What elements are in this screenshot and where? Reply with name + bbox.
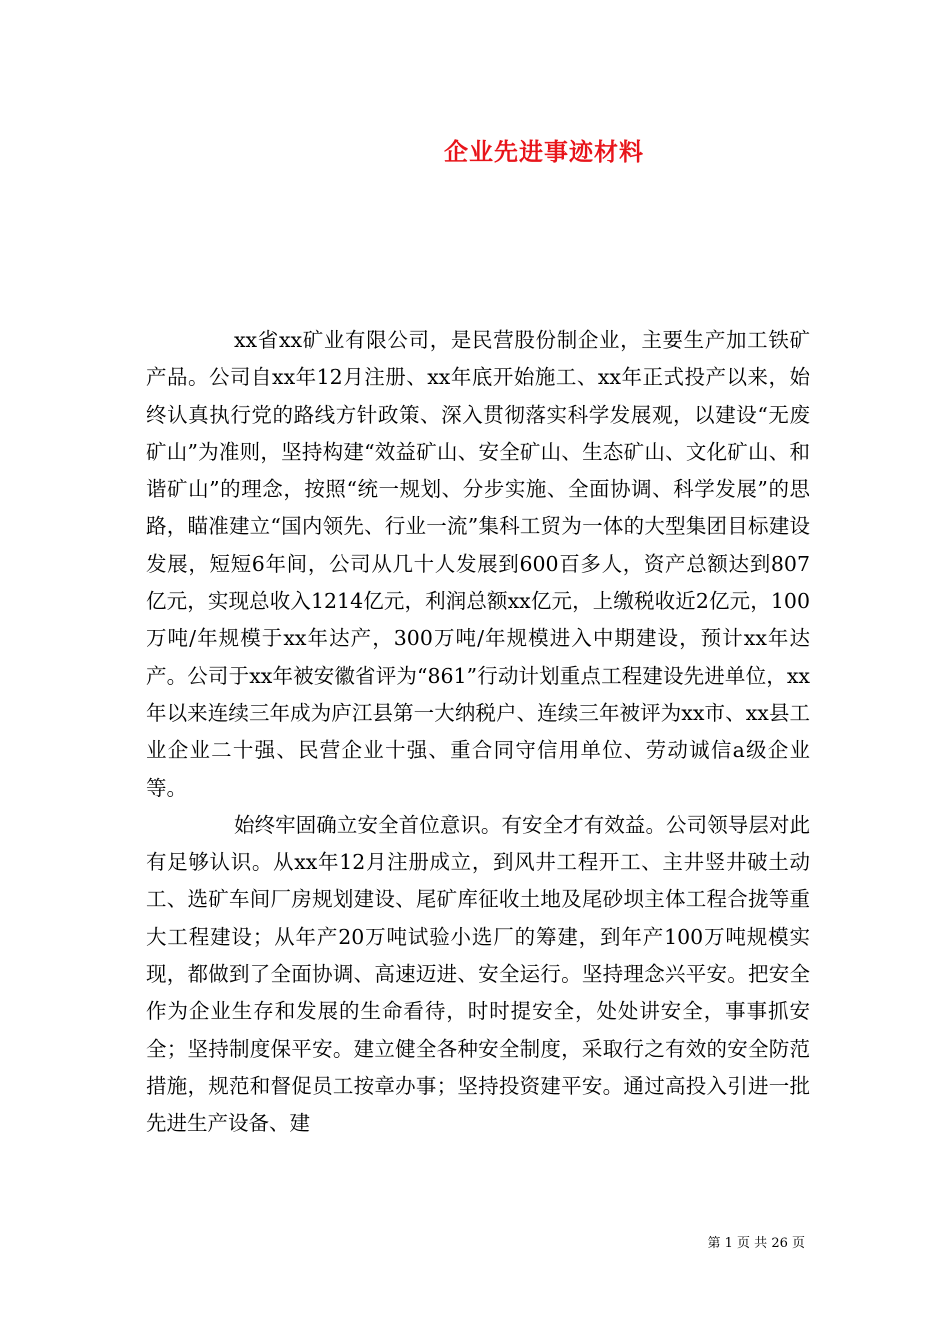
paragraph-safety: 始终牢固确立安全首位意识。有安全才有效益。公司领导层对此有足够认识。从xx年12月注册成立，到风井工程开工、主井竖井破土动工、选矿车间厂房规划建设、尾矿库征收土地及尾砂坝主体工程合拢等重大工程建设；从年产20万吨试验小选厂的筹建，到年产100万吨规模实现，都做到了全面协调、高速迈进、安全运行。坚持理念兴平安。把安全作为企业生存和发展的生命看待，时时提安全，处处讲安全，事事抓安全；坚持制度保平安。建立健全各种安全制度，采取行之有效的安全防范措施，规范和督促员工按章办事；坚持投资建平安。通过高投入引进一批先进生产设备、建 [146,812,810,1136]
document-title: 企业先进事迹材料 [444,137,644,166]
document-body [146,322,810,1143]
paragraph-company-profile: xx省xx矿业有限公司，是民营股份制企业，主要生产加工铁矿产品。公司自xx年12月注册、xx年底开始施工、xx年正式投产以来，始终认真执行党的路线方针政策、深入贯彻落实科学发展观，以建设“无废矿山”为准则，坚持构建“效益矿山、安全矿山、生态矿山、文化矿山、和谐矿山”的理念，按照“统一规划、分步实施、全面协调、科学发展”的思路，瞄准建立“国内领先、行业一流”集科工贸为一体的大型集团目标建设发展，短短6年间，公司从几十人发展到600百多人，资产总额达到807亿元，实现总收入1214亿元，利润总额xx亿元，上缴税收近2亿元，100万吨/年规模于xx年达产，300万吨/年规模进入中期建设，预计xx年达产。公司于xx年被安徽省评为“861”行动计划重点工程建设先进单位，xx年以来连续三年成为庐江县第一大纳税户、连续三年被评为xx市、xx县工业企业二十强、民营企业十强、重合同守信用单位、劳动诚信a级企业等。 [146,328,810,800]
page-number-footer: 第 1 页 共 26 页 [707,1236,805,1251]
